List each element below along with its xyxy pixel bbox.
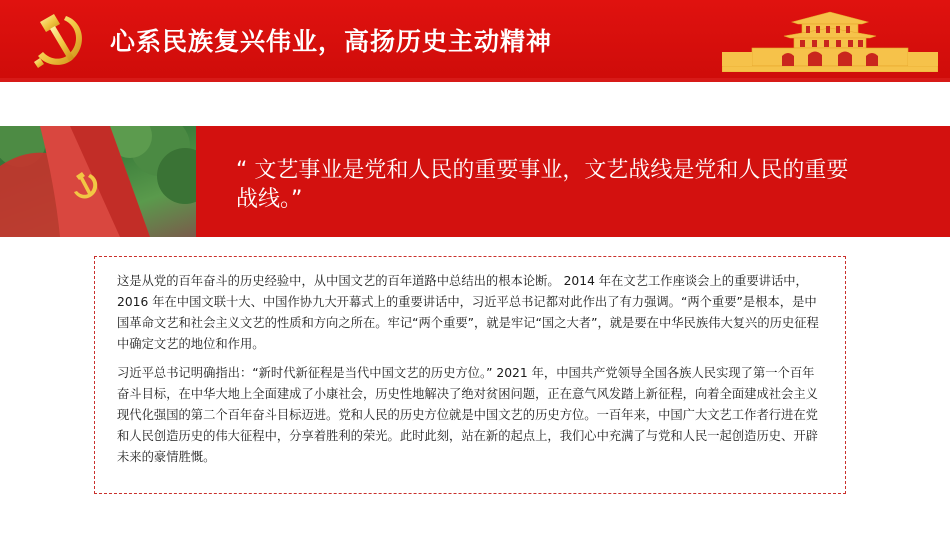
page-title: 心系民族复兴伟业，高扬历史主动精神 <box>110 27 553 56</box>
content-box <box>94 256 846 494</box>
paragraph-2: 习近平总书记明确指出：“新时代新征程是当代中国文艺的历史方位。” 2021 年，中国共产党领导全国各族人民实现了第一个百年奋斗目标，在中华大地上全面建成了小康社会，历史性地解决了绝对贫困问题，正在意气风发踏上新征程，向着全面建成社会主义现代化强国的第二个百年奋斗目标迈进。党和人民的历史方位就是中国文艺的历史方位。一百年来，中国广大文艺工作者行进在党和人民创造历史的伟大征程中，分享着胜利的荣光。此时此刻，站在新的起点上，我们心中充满了与党和人民一起创造历史、开辟未来的豪情胜慨。 <box>117 366 818 464</box>
party-emblem-icon <box>26 8 90 72</box>
header-bar <box>0 0 950 78</box>
paragraph-1: 这是从党的百年奋斗的历史经验中，从中国文艺的百年道路中总结出的根本论断。 2014 年在文艺工作座谈会上的重要讲话中， 2016 年在中国文联十大、中国作协九大开幕式上的重要讲话中，习近平总书记都对此作出了有力强调。“两个重要”是根本，是中国革命文艺和社会主义文艺的性质和方向之所在。牢记“两个重要”，就是牢记“国之大者”，就是要在中华民族伟大复兴的历史征程中确定文艺的地位和作用。 <box>117 274 819 351</box>
header-divider <box>0 78 950 82</box>
quote-banner <box>0 126 950 237</box>
tiananmen-gate-icon <box>722 8 938 72</box>
party-flag-sculpture-photo <box>0 126 196 237</box>
quote-panel <box>196 126 950 237</box>
banner-quote: “ 文艺事业是党和人民的重要事业，文艺战线是党和人民的重要战线。” <box>236 158 849 212</box>
